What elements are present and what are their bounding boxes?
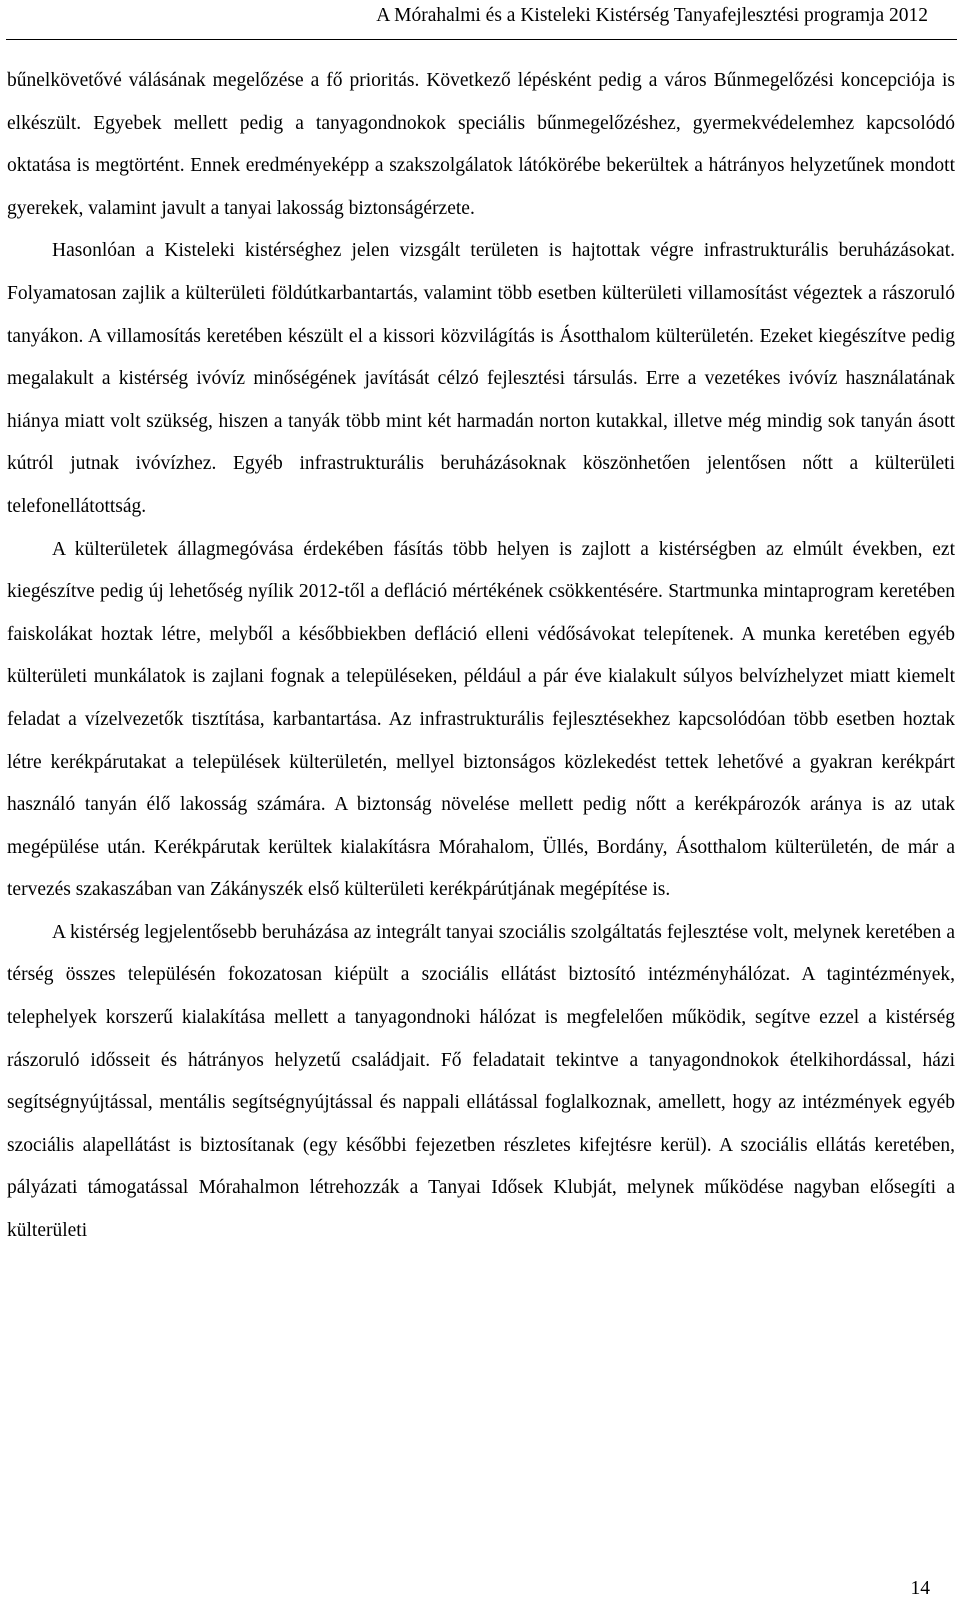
page-number: 14	[910, 1578, 930, 1599]
header-divider	[6, 39, 957, 40]
paragraph-infrastructure: Hasonlóan a Kisteleki kistérséghez jelen vizsgált területen is hajtottak végre infrastrukturális beruházásokat. Folyamatosan zajlik a külterületi földútkarbantartás, valamint több esetben külterületi villamosítást végeztek a rászoruló tanyákon. A villamosítás keretében készült el a kissori közvilágítás is Ásotthalom külterületén. Ezeket kiegészítve pedig megalakult a kistérség ivóvíz minőségének javítását célzó fejlesztési társulás. Erre a vezetékes ivóvíz használatának hiánya miatt volt szükség, hiszen a tanyák több mint két harmadán norton kutakkal, illetve még mindig sok tanyán ásott kútról jutnak ivóvízhez. Egyéb infrastrukturális beruházásoknak köszönhetően jelentősen nőtt a külterületi telefonellátottság.	[7, 240, 955, 517]
paragraph-continued: bűnelkövetővé válásának megelőzése a fő prioritás. Következő lépésként pedig a város Bűnmegelőzési koncepciója is elkészült. Egyebek mellett pedig a tanyagondnokok speciális bűnmegelőzéshez, gyermekvédelemhez kapcsolódó oktatása is megtörtént. Ennek eredményeképp a szakszolgálatok látókörébe bekerültek a hátrányos helyzetűnek mondott gyerekek, valamint javult a tanyai lakosság biztonságérzete.	[7, 70, 955, 219]
body-text	[7, 60, 955, 1253]
paragraph-afforestation: A külterületek állagmegóvása érdekében fásítás több helyen is zajlott a kistérségben az elmúlt években, ezt kiegészítve pedig új lehetőség nyílik 2012-től a defláció mértékének csökkentésére. Startmunka mintaprogram keretében faiskolákat hoztak létre, melyből a későbbiekben defláció elleni védősávokat telepítenek. A munka keretében egyéb külterületi munkálatok is zajlani fognak a településeken, például a pár éve kialakult súlyos belvízhelyzet miatt kiemelt feladat a vízelvezetők tisztítása, karbantartása. Az infrastrukturális fejlesztésekhez kapcsolódóan több esetben hoztak létre kerékpárutakat a települések külterületén, mellyel biztonságos közlekedést tettek lehetővé a gyakran kerékpárt használó tanyán élő lakosság számára. A biztonság növelése mellett pedig nőtt a kerékpározók aránya is az utak megépülése után. Kerékpárutak kerültek kialakításra Mórahalom, Üllés, Bordány, Ásotthalom külterületén, de már a tervezés szakaszában van Zákányszék első külterületi kerékpárútjának megépítése is.	[7, 538, 955, 901]
running-header: A Mórahalmi és a Kisteleki Kistérség Tanyafejlesztési programja 2012	[376, 5, 928, 26]
paragraph-social-services: A kistérség legjelentősebb beruházása az integrált tanyai szociális szolgáltatás fejlesztése volt, melynek keretében a térség összes településén fokozatosan kiépült a szociális ellátást biztosító intézményhálózat. A tagintézmények, telephelyek korszerű kialakítása mellett a tanyagondnoki hálózat is megfelelően működik, segítve ezzel a kistérség rászoruló idősseit és hátrányos helyzetű családjait. Fő feladatait tekintve a tanyagondnokok ételkihordással, házi segítségnyújtással, mentális segítségnyújtással és nappali ellátással foglalkoznak, amellett, hogy az intézmények egyéb szociális alapellátást is biztosítanak (egy későbbi fejezetben részletes kifejtésre kerül). A szociális ellátás keretében, pályázati támogatással Mórahalmon létrehozzák a Tanyai Idősek Klubját, melynek működése nagyban elősegíti a külterületi	[7, 921, 955, 1242]
